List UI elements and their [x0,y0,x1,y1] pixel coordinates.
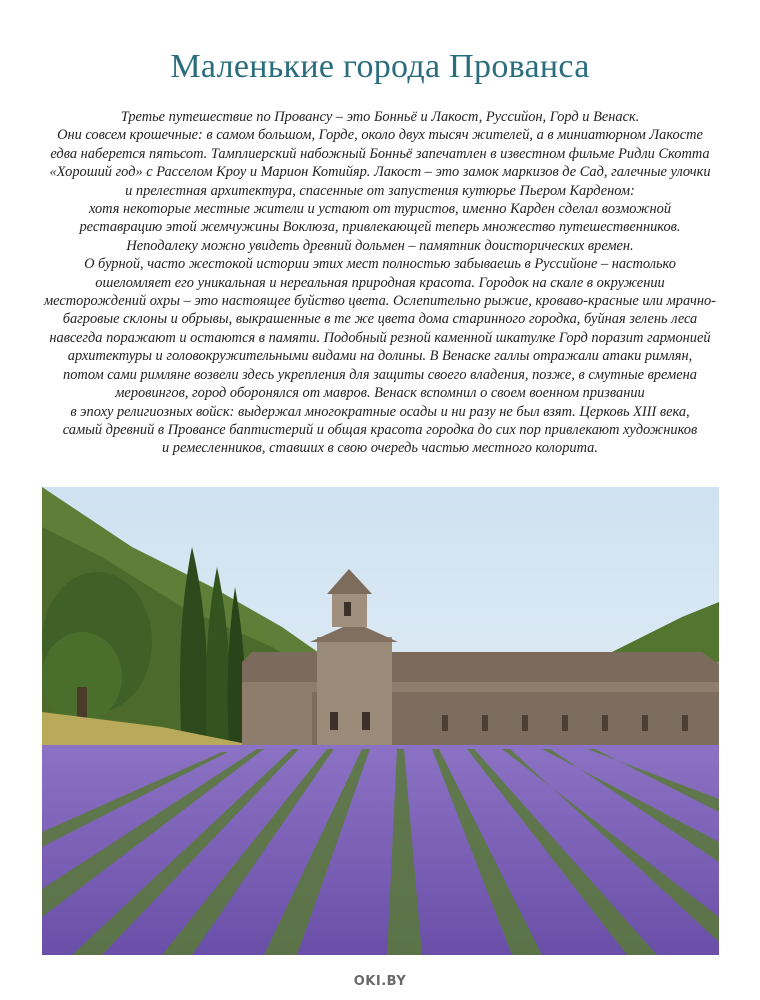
paragraph-line: месторождений охры – это настоящее буйство цвета. Ослепительно рыжие, кроваво-красные или мрачно- [44,293,716,310]
paragraph-line: в эпоху религиозных войск: выдержал многократные осады и ни разу не был взят. Церковь XIII века, [70,403,690,420]
paragraph-line: ошеломляет его уникальная и нереальная природная красота. Городок на скале в окружении [95,274,665,291]
paragraph-line: О бурной, часто жестокой истории этих мест полностью забываешь в Руссийоне – настолько [84,256,676,273]
paragraph-line: навсегда поражают и остаются в памяти. Подобный резной каменной шкатулке Горд поразит гармонией [49,329,711,346]
abbey-roof [242,652,719,682]
paragraph-line: реставрацию этой жемчужины Воклюза, привлекающей теперь множество путешественников. [79,219,681,236]
abbey-tower-base [317,637,392,752]
page-title: Маленькие города Прованса [170,48,590,85]
paragraph-line: «Хороший год» с Расселом Кроу и Марион Котийяр. Лакост – это замок маркизов де Сад, галечные улочки [49,164,711,181]
paragraph-line: меровингов, город оборонялся от мавров. Венаск вспомнил о своем военном призвании [115,385,645,402]
paragraph-line: Третье путешествие по Провансу – это Бонньё и Лакост, Руссийон, Горд и Венаск. [120,109,640,125]
paragraph-line: и прелестная архитектура, спасенные от запустения кутюрье Пьером Карденом: [125,182,635,199]
paragraph-line: архитектуры и головокружительными видами на долины. В Венаске галлы отражали атаки римлян, [67,348,693,365]
paragraph-line: Неподалеку можно увидеть древний дольмен – памятник доисторических времен. [126,237,634,254]
watermark: OKI.BY [353,974,407,989]
paragraph-line: едва наберется пятьсот. Тамплиерский набожный Бонньё запечатлен в известном фильме Ридли Скотта [50,145,710,162]
paragraph-line: хотя некоторые местные жители и устают от туристов, именно Карден сделал возможной [88,201,672,218]
body-paragraph [40,108,720,458]
paragraph-line: потом сами римляне возвели здесь укрепления для защиты своего владения, позже, в смутные времена [63,366,697,383]
paragraph-line: и ремесленников, ставших в свою очередь частью местного колорита. [162,440,598,457]
abbey-lavender-photo [42,487,719,955]
paragraph-line: багровые склоны и обрывы, выкрашенные в те же цвета дома старинного городка, буйная зелень леса [62,311,698,328]
paragraph-line: самый древний в Провансе баптистерий и общая красота городка до сих пор привлекают художников [62,421,698,438]
paragraph-line: Они совсем крошечные: в самом большом, Горде, около двух тысяч жителей, а в миниатюрном Лакосте [57,127,703,144]
